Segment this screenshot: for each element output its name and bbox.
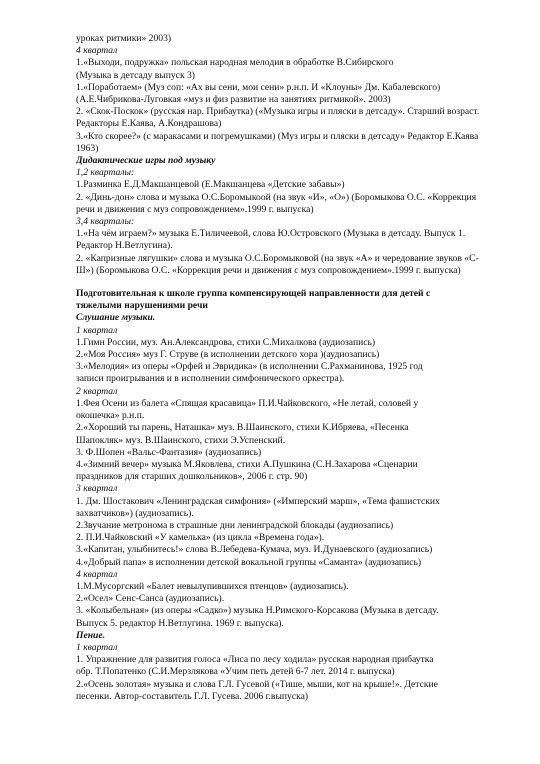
text-line: 2. П.И.Чайковский «У камелька» (из цикла «Времена года»).: [76, 532, 325, 544]
text-line: уроках ритмики» 2003): [76, 33, 172, 44]
text-line: 3.«Мелодия» из оперы «Орфей и Эвридика» (в исполнении С.Рахманинова, 1925 год: [76, 361, 423, 373]
text-line: Редакторы Е.Каява, А.Кондрашова): [76, 118, 222, 130]
text-line: 1.«Поработаем» (Муз соп: «Ах вы сени, мои сени» р.н.п. И «Клоуны» Дм. Кабалевского): [76, 81, 441, 93]
text-line: 2. «Капризные лягушки» слова и музыка О.С.Боромыковой (на звук «А» и чередование звуков «С-: [76, 252, 479, 264]
quarter-heading: 1 квартал: [76, 641, 118, 653]
text-line: 1.Фея Осени из балета «Спящая красавица» П.И.Чайковского, «Не летай, соловей у: [76, 397, 419, 409]
text-line: окошечка» р.н.п.: [76, 410, 145, 422]
section-heading: Слушание музыки.: [76, 312, 156, 324]
text-line: (А.Е.Чибрикова-Луговкая «муз и физ развитие на занятиях ритмикой». 2003): [76, 94, 391, 106]
text-line: 2.«Осел» Сенс-Санса (аудиозапись).: [76, 593, 225, 605]
text-line: 2.«Хороший ты парень, Наташка» муз. В.Шаинского, стихи К.Ибряева, «Песенка: [76, 422, 409, 434]
text-line: 2.«Осень золотая» музыка и слова Г.Л. Гусевой («Тише, мыши, кот на крыше!». Детские: [76, 678, 438, 690]
text-line: захватчиков») (аудиозапись).: [76, 507, 194, 519]
section-heading: Пение.: [76, 629, 106, 641]
group-title: Подготовительная к школе группа компенсирующей направленности для детей с: [76, 288, 431, 300]
text-line: 1. Упражнение для развития голоса «Лиса по лесу ходила» русская народная прибаутка: [76, 654, 434, 666]
text-line: 1.М.Мусоргский «Балет невылупившихся птенцов» (аудиозапись).: [76, 580, 349, 592]
text-line: речи и движения с муз сопровождением».1999 г. выпуска): [76, 203, 314, 215]
quarter-heading: 3 квартал: [76, 483, 118, 495]
text-line: 1.«Выходи, подружка» польская народная мелодия в обработке В.Сибирского: [76, 57, 394, 69]
text-line: 3.«Капитан, улыбнитесь!» слова В.Лебедева-Кумача, муз. И.Дунаевского (аудиозапись): [76, 544, 433, 556]
quarter-heading: 4 квартал: [76, 568, 118, 580]
quarter-heading: 1 квартал: [76, 324, 118, 336]
text-line: 3. «Колыбельная» (из оперы «Садко») музыка Н.Римского-Корсакова (Музыка в детсаду.: [76, 605, 439, 617]
blank-gap: [76, 277, 514, 288]
text-line: Выпуск 5. редактор Н.Ветлугина. 1969 г. выпуска).: [76, 617, 284, 629]
quarter-heading: 3,4 кварталы:: [76, 216, 135, 228]
text-line: 2.«Моя Россия» муз Г. Струве (в исполнении детского хора )(аудиозапись): [76, 349, 380, 361]
text-line: песенки. Автор-составитель Г.Л. Гусева. 2006 г.выпуска): [76, 690, 309, 702]
text-line: 1.Разминка Е.Д.Макшанцевой (Е.Макшанцева «Детские забавы»): [76, 179, 345, 191]
text-line: 4.«Добрый папа» в исполнении детской вокальной группы «Саманта» (аудиозапись): [76, 556, 422, 568]
text-line: 1.«На чём играем?» музыка Е.Тиличеевой, слова Ю.Островского (Музыка в детсаду. Выпуск 1.: [76, 228, 466, 240]
text-line: 3. Ф.Шопен «Вальс-Фантазия» (аудиозапись): [76, 446, 262, 458]
text-line: 1963): [76, 142, 99, 154]
text-line: Ш») (Боромыкова О.С. «Коррекция речи и движения с муз сопровождением».1999 г. выпуска): [76, 264, 461, 276]
text-line: 2.Звучание метронома в страшные дни ленинградской блокады (аудиозапись): [76, 519, 394, 531]
text-line: 1.Гимн России, муз. Ан.Александрова, стихи С.Михалкова (аудиозапись): [76, 336, 376, 348]
text-line: праздников для старших дошкольников», 2006 г. стр. 90): [76, 471, 308, 483]
text-line: Редактор Н.Ветлугина).: [76, 240, 173, 252]
quarter-heading: 1,2 кварталы:: [76, 167, 135, 179]
text-line: обр. Т.Попатенко (С.И.Мерзлякова «Учим петь детей 6-7 лет. 2014 г. выпуска): [76, 666, 395, 678]
section-heading: Дидактические игры под музыку: [76, 155, 216, 167]
text-line: Шапокляк» муз. В.Шаинского, стихи Э.Успенский.: [76, 434, 286, 446]
text-line: записи проигрывания и в исполнении симфонического оркестра).: [76, 373, 345, 385]
text-line: (Музыка в детсаду выпуск 3): [76, 69, 195, 81]
quarter-heading: 4 квартал: [76, 45, 118, 57]
quarter-heading: 2 квартал: [76, 385, 118, 397]
text-line: 3.«Кто скорее?» (с маракасами и погремушками) (Муз игры и пляски в детсаду» Редактор Е.Каява: [76, 130, 479, 142]
text-line: 4.«Зимний вечер» музыка М.Яковлева, стихи А.Пушкина (С.Н.Захарова «Сценарии: [76, 458, 418, 470]
text-line: 1. Дм. Шостакович «Ленинградская симфония» («Имперский марш», «Тема фашистских: [76, 495, 440, 507]
text-line: 2. «Скок-Поскок» (русская нар. Прибаутка) («Музыка игры и пляски в детсаду». Старший возраст.: [76, 106, 480, 118]
text-line: 2. «Динь-дон» слова и музыка О.С.Боромыкоой (на звук «И», «О») (Боромыкова О.С. «Коррекция: [76, 191, 477, 203]
group-title: тяжелыми нарушениями речи: [76, 300, 208, 312]
